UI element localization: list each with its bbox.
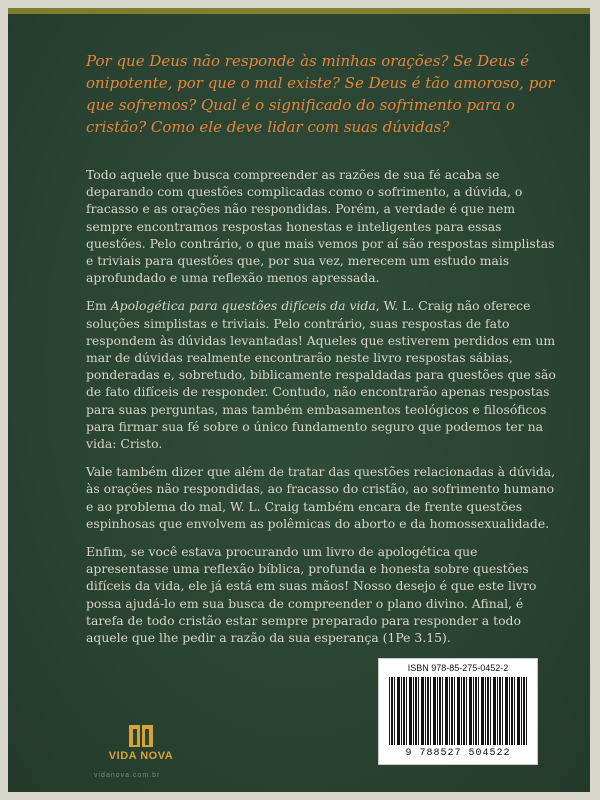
barcode <box>378 658 538 765</box>
top-band <box>8 8 590 14</box>
intro-questions: Por que Deus não responde às minhas orações? Se Deus é onipotente, por que o mal existe? Se Deus é tão amoroso, por que sofremos? Qual é o significado do sofrimento para o cristão? Como ele deve lidar com suas dúvidas? <box>86 52 555 136</box>
isbn-label: ISBN 978-85-275-0452-2 <box>407 663 509 673</box>
barcode-number: 9 788527 504522 <box>405 748 511 759</box>
publisher-name: VIDA NOVA <box>108 750 174 762</box>
back-cover <box>8 8 590 792</box>
paragraph-1: Todo aquele que busca compreender as razões de sua fé acaba se deparando com questões complicadas como o sofrimento, a dúvida, o fracasso e as orações não respondidas. Porém, a verdade é que nem sempre encontramos respostas honestas e inteligentes para essas questões. Pelo contrário, o que mais vemos por aí são respostas simplistas e triviais para questões que, por sua vez, merecem um estudo mais aprofundado e uma reflexão menos apressada. <box>86 167 555 286</box>
paragraph-4: Enfim, se você estava procurando um livro de apologética que apresentasse uma reflexão bíblica, profunda e honesta sobre questões difíceis da vida, ele já está em suas mãos! Nosso desejo é que este livro possa ajudá-lo em sua busca de compreender o plano divino. Afinal, é tarefa de todo cristão estar sempre preparado para responder a todo aquele que lhe pedir a razão da sua esperança (1Pe 3.15). <box>86 544 537 646</box>
book-title: Apologética para questões difíceis da vida <box>110 298 376 314</box>
publisher-website: vidanova.com.br <box>94 772 161 779</box>
publisher-logo <box>96 723 186 763</box>
paragraph-2-lead: Em <box>86 298 111 314</box>
paragraph-2 <box>86 297 556 452</box>
description-text <box>86 166 556 657</box>
vida-nova-logo-icon <box>126 723 156 749</box>
paragraph-2-body: , W. L. Craig não oferece soluções simplistas e triviais. Pelo contrário, suas respostas de fato respondem às dúvidas levantadas! Aqueles que estiverem perdidos em um mar de dúvidas realmente encontrarão neste livro respostas sábias, ponderadas e, sobretudo, biblicamente respaldadas para questões que são de fato difíceis de responder. Contudo, não encontrarão apenas respostas para suas perguntas, mas também embasamentos teológicos e filosóficos para firmar sua fé sobre o único fundamento seguro que podemos ter na vida: Cristo. <box>86 298 556 452</box>
barcode-bars <box>389 677 527 745</box>
paragraph-3: Vale também dizer que além de tratar das questões relacionadas à dúvida, às orações não respondidas, ao fracasso do cristão, ao sofrimento humano e ao problema do mal, W. L. Craig também encara de frente questões espinhosas que envolvem as polêmicas do aborto e da homossexualidade. <box>86 464 556 531</box>
